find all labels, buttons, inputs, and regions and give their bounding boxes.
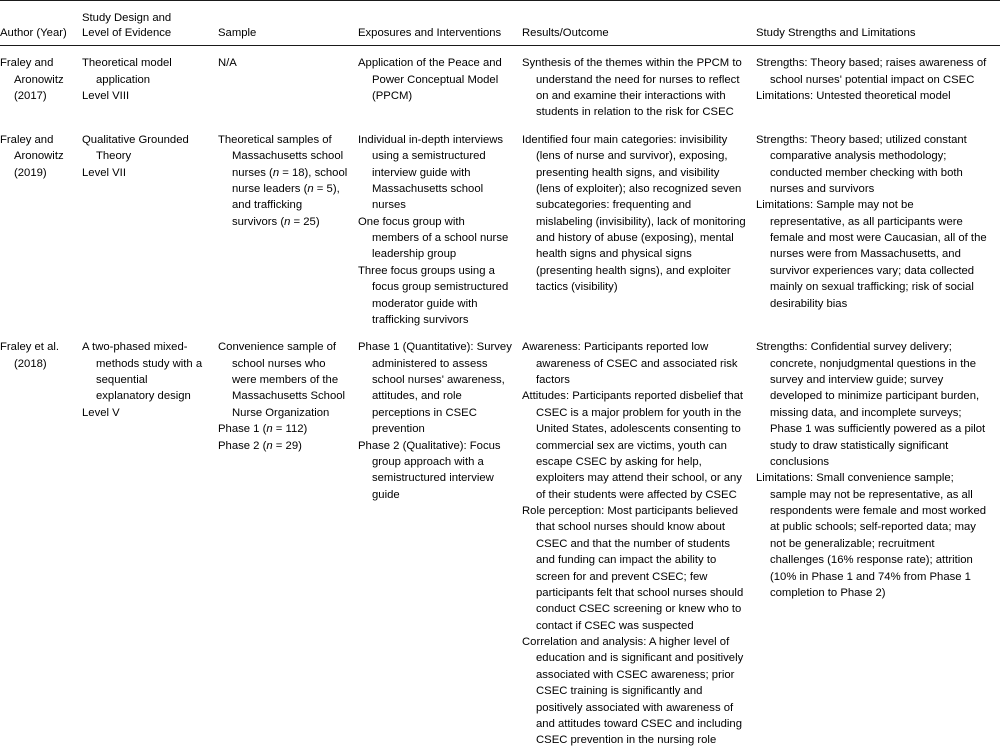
exposure-text: Individual in-depth interviews using a semistructured interview guide with Massachusetts school nurses bbox=[358, 133, 504, 212]
exposure-text: Phase 1 (Quantitative): Survey administered to assess school nurses' awareness, attitudes, and role perceptions in CSEC prevention bbox=[358, 341, 512, 436]
exposure-text: Three focus groups using a focus group semistructured moderator guide with trafficking survivors bbox=[358, 264, 509, 326]
cell-author bbox=[0, 328, 82, 748]
cell-strengths bbox=[756, 46, 1000, 121]
column-header-exposures-label: Exposures and Interventions bbox=[358, 27, 502, 40]
column-header-author bbox=[0, 1, 82, 46]
column-header-design-line1: Study Design and bbox=[82, 12, 172, 24]
column-header-author-label: Author (Year) bbox=[0, 27, 67, 40]
result-text: Attitudes: Participants reported disbelief that CSEC is a major problem for youth in the United States, adolescents consenting to commercial sex are victims, youth can escape CSEC by asking for help, exploiters may attend their school, or any of their students were affected by CSEC bbox=[522, 390, 744, 501]
cell-sample bbox=[218, 121, 358, 329]
exposure-text: Application of the Peace and Power Conceptual Model (PPCM) bbox=[358, 57, 502, 102]
table-row bbox=[0, 121, 1000, 329]
column-header-strengths bbox=[756, 1, 1000, 46]
sample-phase-2: Phase 2 (n = 29) bbox=[218, 439, 302, 452]
column-header-strengths-label: Study Strengths and Limitations bbox=[756, 27, 916, 40]
strengths-text: Strengths: Confidential survey delivery; concrete, nonjudgmental questions in the survey and interview guide; survey developed to minimize participant burden, missing data, and incomplete surveys; Phase 1 was sufficiently powered as a pilot study to draw statistically significant conclusions bbox=[756, 341, 986, 468]
cell-exposures bbox=[358, 328, 522, 748]
limitations-text: Limitations: Small convenience sample; sample may not be representative, as all respondents were female and most worked at public schools; self-reported data; may not be generalizable; recruitment challenges (16% response rate); attrition (10% in Phase 1 and 74% from Phase 1 completion to Phase 2) bbox=[756, 472, 987, 599]
author-text: Fraley and Aronowitz (2019) bbox=[0, 133, 64, 179]
author-text: Fraley et al. (2018) bbox=[0, 341, 60, 370]
cell-exposures bbox=[358, 46, 522, 121]
table-body bbox=[0, 46, 1000, 749]
evidence-level-text: Level VIII bbox=[82, 90, 130, 102]
column-header-sample-label: Sample bbox=[218, 27, 257, 40]
cell-strengths bbox=[756, 328, 1000, 748]
cell-design bbox=[82, 328, 218, 748]
exposure-text: Phase 2 (Qualitative): Focus group approach with a semistructured interview guide bbox=[358, 439, 501, 501]
result-text: Correlation and analysis: A higher level of education and is significant and positively associated with CSEC awareness; prior CSEC training is significantly and positively associated with awareness of and attitudes toward CSEC and including CSEC prevention in the nursing role bbox=[522, 636, 744, 747]
cell-author bbox=[0, 46, 82, 121]
column-header-sample bbox=[218, 1, 358, 46]
evidence-level-text: Level VII bbox=[82, 166, 126, 179]
design-text: Qualitative Grounded Theory bbox=[82, 133, 189, 163]
column-header-results bbox=[522, 1, 756, 46]
table-header bbox=[0, 1, 1000, 46]
column-header-design bbox=[82, 1, 218, 46]
limitations-text: Limitations: Sample may not be representative, as all participants were female and most were Caucasian, all of the nurses were from Massachusetts, and survivor experiences vary; data collected mainly on sexual trafficking; risk of social desirability bias bbox=[756, 199, 987, 310]
column-header-results-label: Results/Outcome bbox=[522, 27, 609, 40]
cell-exposures bbox=[358, 121, 522, 329]
exposure-text: One focus group with members of a school nurse leadership group bbox=[358, 215, 509, 261]
sample-text: N/A bbox=[218, 57, 237, 70]
design-text: A two-phased mixed-methods study with a sequential explanatory design bbox=[82, 341, 203, 403]
cell-design bbox=[82, 46, 218, 121]
table-row bbox=[0, 46, 1000, 121]
cell-results bbox=[522, 328, 756, 748]
result-text: Synthesis of the themes within the PPCM to understand the need for nurses to reflect on and examine their interactions with students in relation to the risk for CSEC bbox=[522, 57, 742, 119]
cell-author bbox=[0, 121, 82, 329]
cell-results bbox=[522, 121, 756, 329]
evidence-level-text: Level V bbox=[82, 406, 120, 419]
cell-sample bbox=[218, 46, 358, 121]
table-row bbox=[0, 328, 1000, 748]
cell-results bbox=[522, 46, 756, 121]
limitations-text: Limitations: Untested theoretical model bbox=[756, 90, 951, 102]
cell-design bbox=[82, 121, 218, 329]
cell-sample bbox=[218, 328, 358, 748]
sample-text: Convenience sample of school nurses who were members of the Massachusetts School Nurse Organization bbox=[218, 341, 346, 419]
strengths-text: Strengths: Theory based; utilized constant comparative analysis methodology; conducted member checking with both nurses and survivors bbox=[756, 133, 967, 195]
column-header-design-line2: Level of Evidence bbox=[82, 27, 172, 40]
design-text: Theoretical model application bbox=[82, 57, 172, 86]
table-header-row bbox=[0, 1, 1000, 46]
result-text: Awareness: Participants reported low awareness of CSEC and associated risk factors bbox=[522, 341, 738, 386]
sample-phase-1: Phase 1 (n = 112) bbox=[218, 423, 308, 436]
strengths-text: Strengths: Theory based; raises awareness of school nurses' potential impact on CSEC bbox=[756, 57, 987, 86]
author-text: Fraley and Aronowitz (2017) bbox=[0, 57, 64, 102]
result-text: Identified four main categories: invisibility (lens of nurse and survivor), exposing, presenting health signs, and visibility (lens of exploiter); also recognized seven subcategories: frequenting and mislabeling (invisibility), lack of monitoring and history of abuse (exposing), mental health signs and physical signs (presenting health signs), and exploiter tactics (visibility) bbox=[522, 133, 746, 294]
column-header-exposures bbox=[358, 1, 522, 46]
cell-strengths bbox=[756, 121, 1000, 329]
result-text: Role perception: Most participants believed that school nurses should know about CSEC and that the number of students and funding can impact the ability to screen for and prevent CSEC; few participants felt that school nurses should conduct CSEC screening or knew who to contact if CSEC was suspected bbox=[522, 505, 744, 632]
sample-text: Theoretical samples of Massachusetts school nurses (n = 18), school nurse leaders (n = 5), and trafficking survivors (n = 25) bbox=[218, 133, 348, 228]
